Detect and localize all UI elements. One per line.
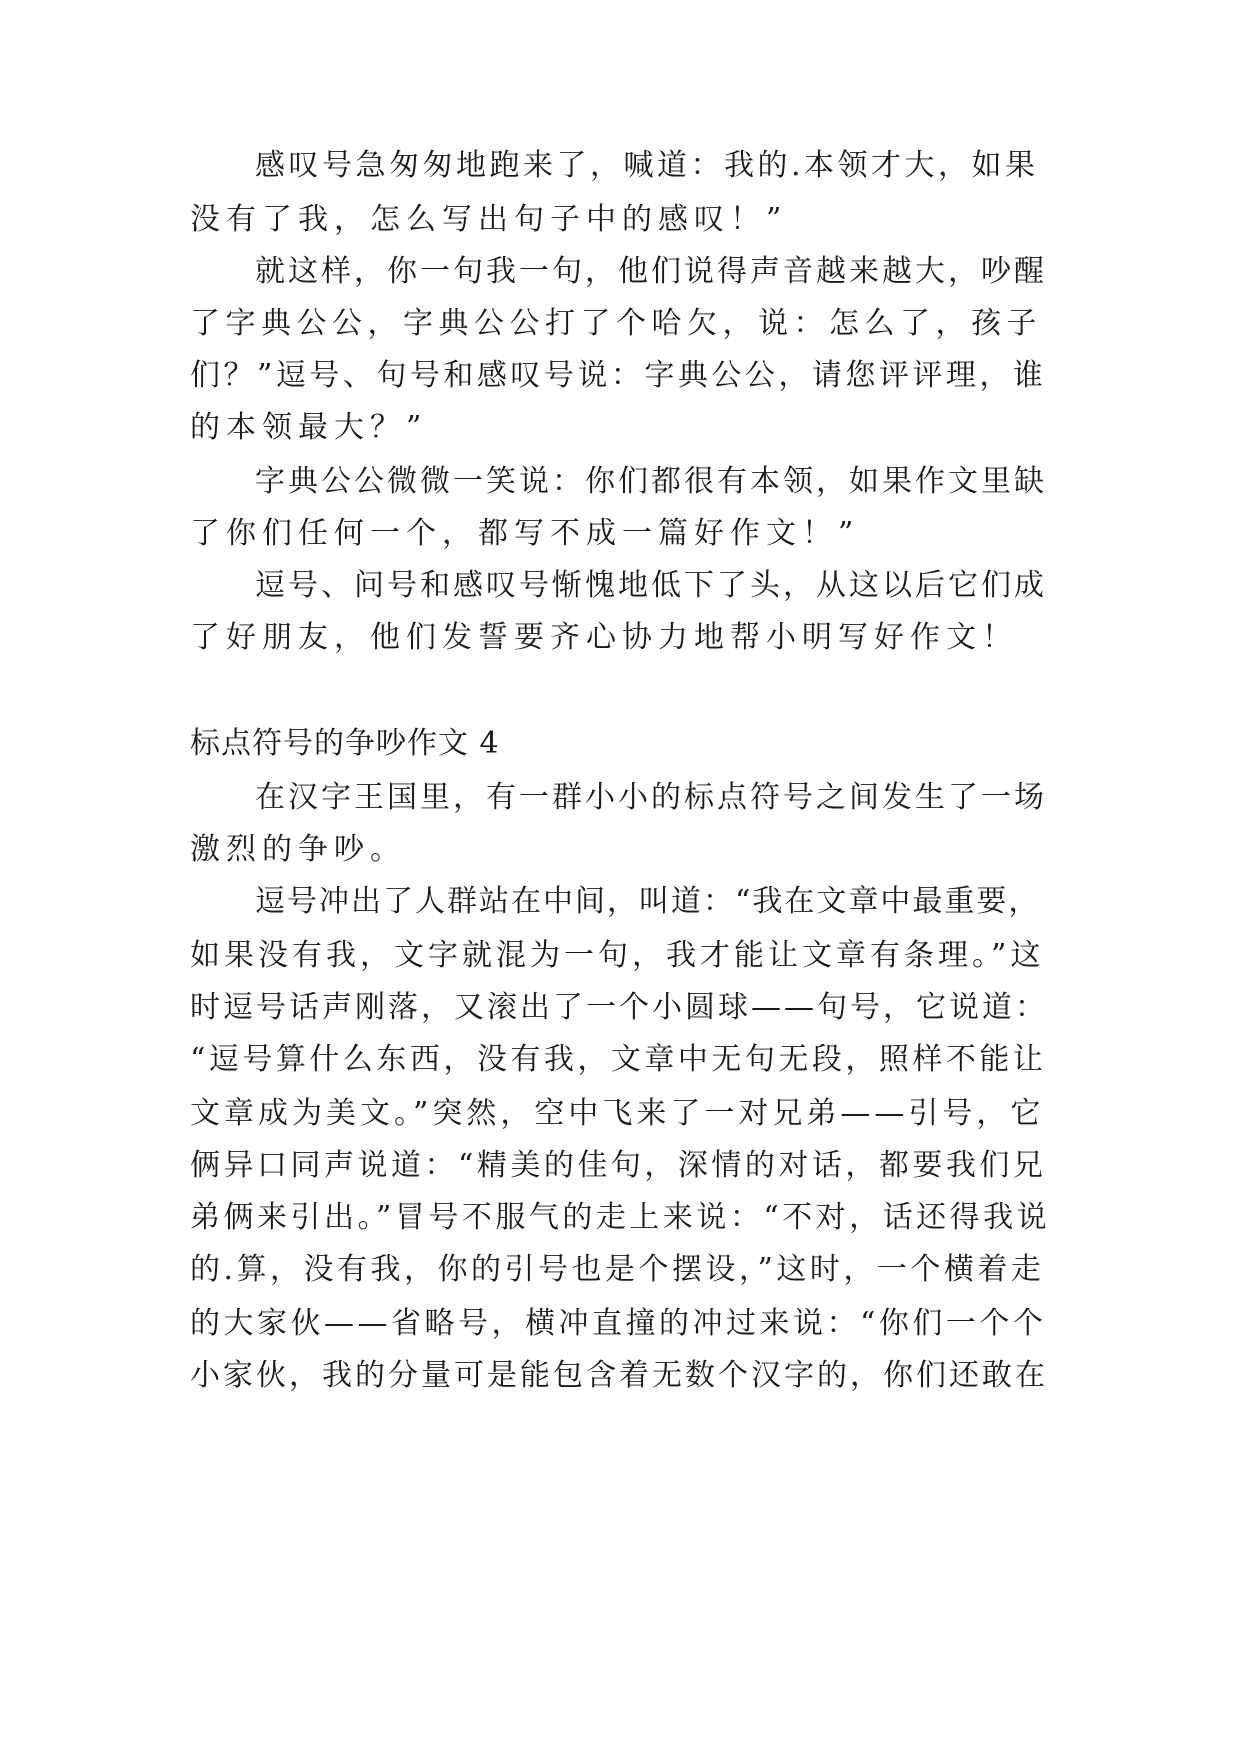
text-line: 感叹号急匆匆地跑来了，喊道：我的.本领才大，如果: [255, 148, 1039, 183]
text-line: 了你们任何一个，都写不成一篇好作文！”: [190, 516, 860, 551]
text-line: 逗号冲出了人群站在中间，叫道：“我在文章中最重要，: [255, 884, 1041, 919]
text-line: 弟俩来引出。”冒号不服气的走上来说：“不对，话还得我说: [190, 1200, 1051, 1235]
text-line: 时逗号话声刚落，又滚出了一个小圆球——句号，它说道：: [190, 990, 1048, 1025]
text-line: 字典公公微微一笑说：你们都很有本领，如果作文里缺: [255, 464, 1047, 499]
text-line: 就这样，你一句我一句，他们说得声音越来越大，吵醒: [255, 254, 1047, 289]
section-heading: 标点符号的争吵作文 4: [190, 726, 500, 761]
text-line: 如果没有我，文字就混为一句，我才能让文章有条理。”这: [190, 938, 1045, 973]
text-line: “逗号算什么东西，没有我，文章中无句无段，照样不能让: [190, 1042, 1047, 1077]
text-line: 没有了我，怎么写出句子中的感叹！”: [190, 202, 788, 237]
text-line: 了字典公公，字典公公打了个哈欠，说：怎么了，孩子: [190, 306, 1042, 341]
text-line: 们？”逗号、句号和感叹号说：字典公公，请您评评理，谁: [190, 358, 1047, 393]
text-line: 小家伙，我的分量可是能包含着无数个汉字的，你们还敢在: [190, 1358, 1048, 1393]
text-line: 俩异口同声说道：“精美的佳句，深情的对话，都要我们兄: [190, 1148, 1047, 1183]
text-line: 文章成为美文。”突然，空中飞来了一对兄弟——引号，它: [190, 1096, 1045, 1131]
text-line: 了好朋友，他们发誓要齐心协力地帮小明写好作文！: [190, 620, 1018, 655]
text-line: 在汉字王国里，有一群小小的标点符号之间发生了一场: [255, 780, 1047, 815]
text-line: 的本领最大？”: [190, 410, 428, 445]
text-line: 的大家伙——省略号，横冲直撞的冲过来说：“你们一个个: [190, 1306, 1047, 1341]
text-line: 逗号、问号和感叹号惭愧地低下了头，从这以后它们成: [255, 568, 1047, 603]
text-line: 的.算，没有我，你的引号也是个摆设，”这时，一个横着走: [190, 1252, 1045, 1287]
text-line: 激烈的争吵。: [190, 832, 406, 867]
